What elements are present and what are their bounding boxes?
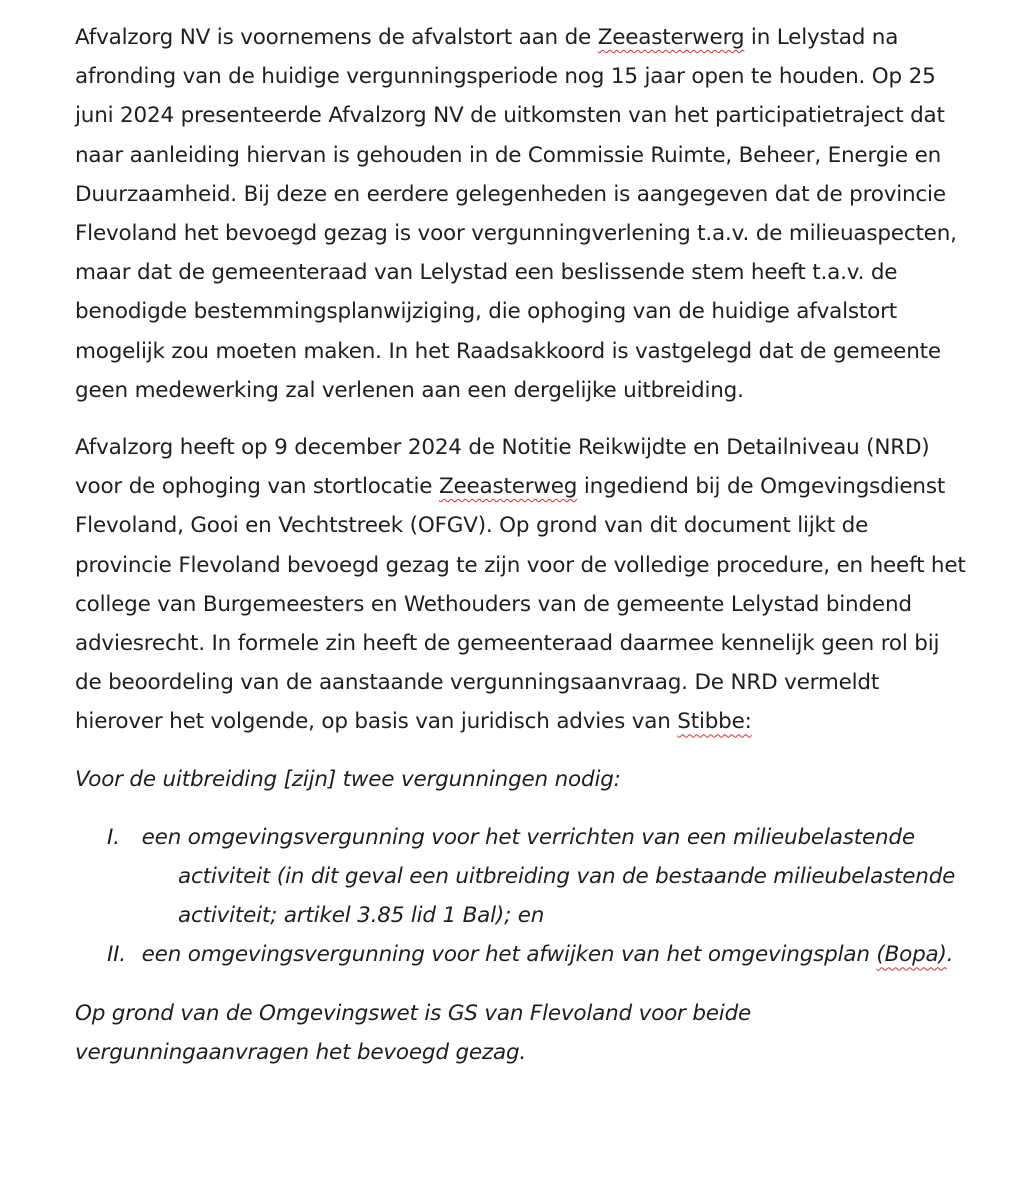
list-item-text: een omgevingsvergunning voor het verrichten van een milieubelastende activiteit (in dit geval een uitbreiding van de bestaande milieubelastende activiteit; artikel 3.85 lid 1 Bal); en: [141, 824, 956, 929]
list-item-text: een omgevingsvergunning voor het afwijken van het omgevingsplan: [141, 942, 877, 968]
paragraph-1-text-a: Afvalzorg NV is voornemens de afvalstort aan de: [75, 25, 598, 50]
paragraph-1: [75, 18, 969, 410]
list-item-text-end: .: [946, 942, 954, 968]
permits-list: [75, 818, 969, 975]
paragraph-2-text-a: Afvalzorg heeft op 9 december 2024 de Notitie Reikwijdte en Detailniveau (NRD) voor de ophoging van stortlocatie: [75, 435, 930, 500]
list-marker: I.: [107, 824, 120, 850]
list-item: [75, 818, 969, 936]
paragraph-1-text-c: in Lelystad na afronding van de huidige vergunningsperiode nog 15 jaar open te houden. Op 25 juni 2024 presenteerde Afvalzorg NV de uitkomsten van het participatietraject dat naar aanleiding hiervan is gehouden in de Commissie Ruimte, Beheer, Energie en Duurzaamheid. Bij deze en eerdere gelegenheden is aangegeven dat de provincie Flevoland het bevoegd gezag is voor vergunningverlening t.a.v. de milieuaspecten, maar dat de gemeenteraad van Lelystad een beslissende stem heeft t.a.v. de benodigde bestemmingsplanwijziging, die ophoging van de huidige afvalstort mogelijk zou moeten maken. In het Raadsakkoord is vastgelegd dat de gemeente geen medewerking zal verlenen aan een dergelijke uitbreiding.: [75, 25, 957, 403]
spellcheck-word-zeeasterwerg[interactable]: Zeeasterwerg: [597, 25, 745, 50]
spellcheck-word-bopa[interactable]: (Bopa): [876, 942, 947, 968]
paragraph-2: [75, 428, 969, 742]
quote-intro: Voor de uitbreiding [zijn] twee vergunningen nodig:: [75, 766, 621, 792]
list-marker: II.: [107, 942, 126, 968]
paragraph-2-text-c: ingediend bij de Omgevingsdienst Flevoland, Gooi en Vechtstreek (OFGV). Op grond van dit document lijkt de provincie Flevoland bevoegd gezag te zijn voor de volledige procedure, en heeft het college van Burgemeesters en Wethouders van de gemeente Lelystad bindend adviesrecht. In formele zin heeft de gemeenteraad daarmee kennelijk geen rol bij de beoordeling van de aanstaande vergunningsaanvraag. De NRD vermeldt hierover het volgende, op basis van juridisch advies van: [75, 474, 966, 735]
closing-paragraph: Op grond van de Omgevingswet is GS van Flevoland voor beide vergunningaanvragen het bevoegd gezag.: [75, 1000, 752, 1065]
spellcheck-word-zeeasterweg[interactable]: Zeeasterweg: [438, 474, 578, 500]
list-item: [75, 935, 969, 974]
spellcheck-word-stibbe[interactable]: Stibbe:: [677, 709, 752, 735]
